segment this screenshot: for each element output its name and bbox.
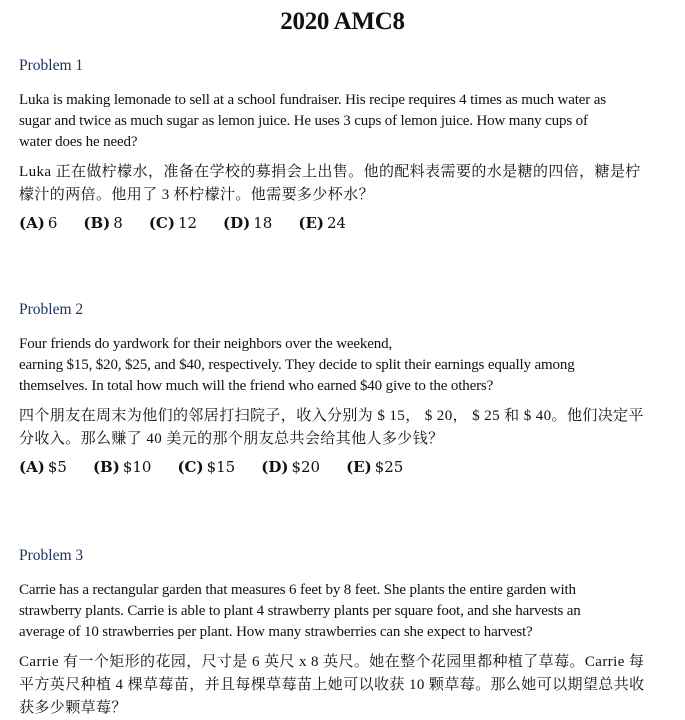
text-line: Carrie has a rectangular garden that measures 6 feet by 8 feet. She plants the entire garden with [19, 582, 576, 598]
choice-c: (C) $15 [177, 458, 236, 476]
choice-d: (D) 18 [223, 214, 273, 232]
choice-e: (E) $25 [346, 458, 404, 476]
problem-english-text [19, 334, 669, 397]
text-line: 分收入。那么赚了 40 美元的那个朋友总共会给其他人多少钱？ [19, 431, 444, 447]
text-line: themselves. In total how much will the friend who earned $40 give to the others? [19, 378, 494, 394]
text-line: Luka is making lemonade to sell at a school fundraiser. His recipe requires 4 times as much water as [19, 92, 606, 108]
choice-a: (A) $5 [19, 458, 67, 476]
problem-1 [19, 56, 669, 232]
text-line: strawberry plants. Carrie is able to plant 4 strawberry plants per square foot, and she harvests an [19, 603, 581, 619]
problem-3 [19, 546, 669, 720]
text-line: 檬汁的两倍。他用了 3 杯柠檬汁。他需要多少杯水？ [19, 187, 375, 203]
choice-d: (D) $20 [261, 458, 321, 476]
choice-b: (B) $10 [92, 458, 152, 476]
problem-chinese-text [19, 161, 669, 207]
text-line: sugar and twice as much sugar as lemon juice. He uses 3 cups of lemon juice. How many cups of [19, 113, 588, 129]
problem-heading: Problem 3 [19, 547, 84, 564]
answer-choices [19, 457, 669, 476]
answer-choices [19, 213, 669, 232]
problem-chinese-text [19, 651, 669, 720]
problem-heading: Problem 1 [19, 57, 84, 74]
problem-2 [19, 300, 669, 476]
choice-b: (B) 8 [83, 214, 123, 232]
choice-c: (C) 12 [148, 214, 198, 232]
text-line: Luka 正在做柠檬水，准备在学校的募捐会上出售。他的配料表需要的水是糖的四倍，糖是柠 [19, 164, 641, 180]
problem-english-text [19, 90, 669, 153]
choice-a: (A) 6 [19, 214, 58, 232]
text-line: average of 10 strawberries per plant. How many strawberries can she expect to harvest? [19, 624, 533, 640]
problem-heading: Problem 2 [19, 301, 84, 318]
text-line: water does he need? [19, 134, 138, 150]
text-line: 四个朋友在周末为他们的邻居打扫院子，收入分别为 $ 15， $ 20， $ 25 和 $ 40。他们决定平 [19, 408, 644, 424]
text-line: earning $15, $20, $25, and $40, respectively. They decide to split their earnings equally among [19, 357, 575, 373]
problem-english-text [19, 580, 669, 643]
document-title: 2020 AMC8 [280, 8, 405, 35]
choice-e: (E) 24 [298, 214, 347, 232]
text-line: 获多少颗草莓？ [19, 700, 127, 716]
text-line: Carrie 有一个矩形的花园，尺寸是 6 英尺 x 8 英尺。她在整个花园里都种植了草莓。Carrie 每 [19, 654, 645, 670]
text-line: Four friends do yardwork for their neighbors over the weekend, [19, 336, 393, 352]
text-line: 平方英尺种植 4 棵草莓苗，并且每棵草莓苗上她可以收获 10 颗草莓。那么她可以期望总共收 [19, 677, 645, 693]
problem-chinese-text [19, 405, 669, 451]
